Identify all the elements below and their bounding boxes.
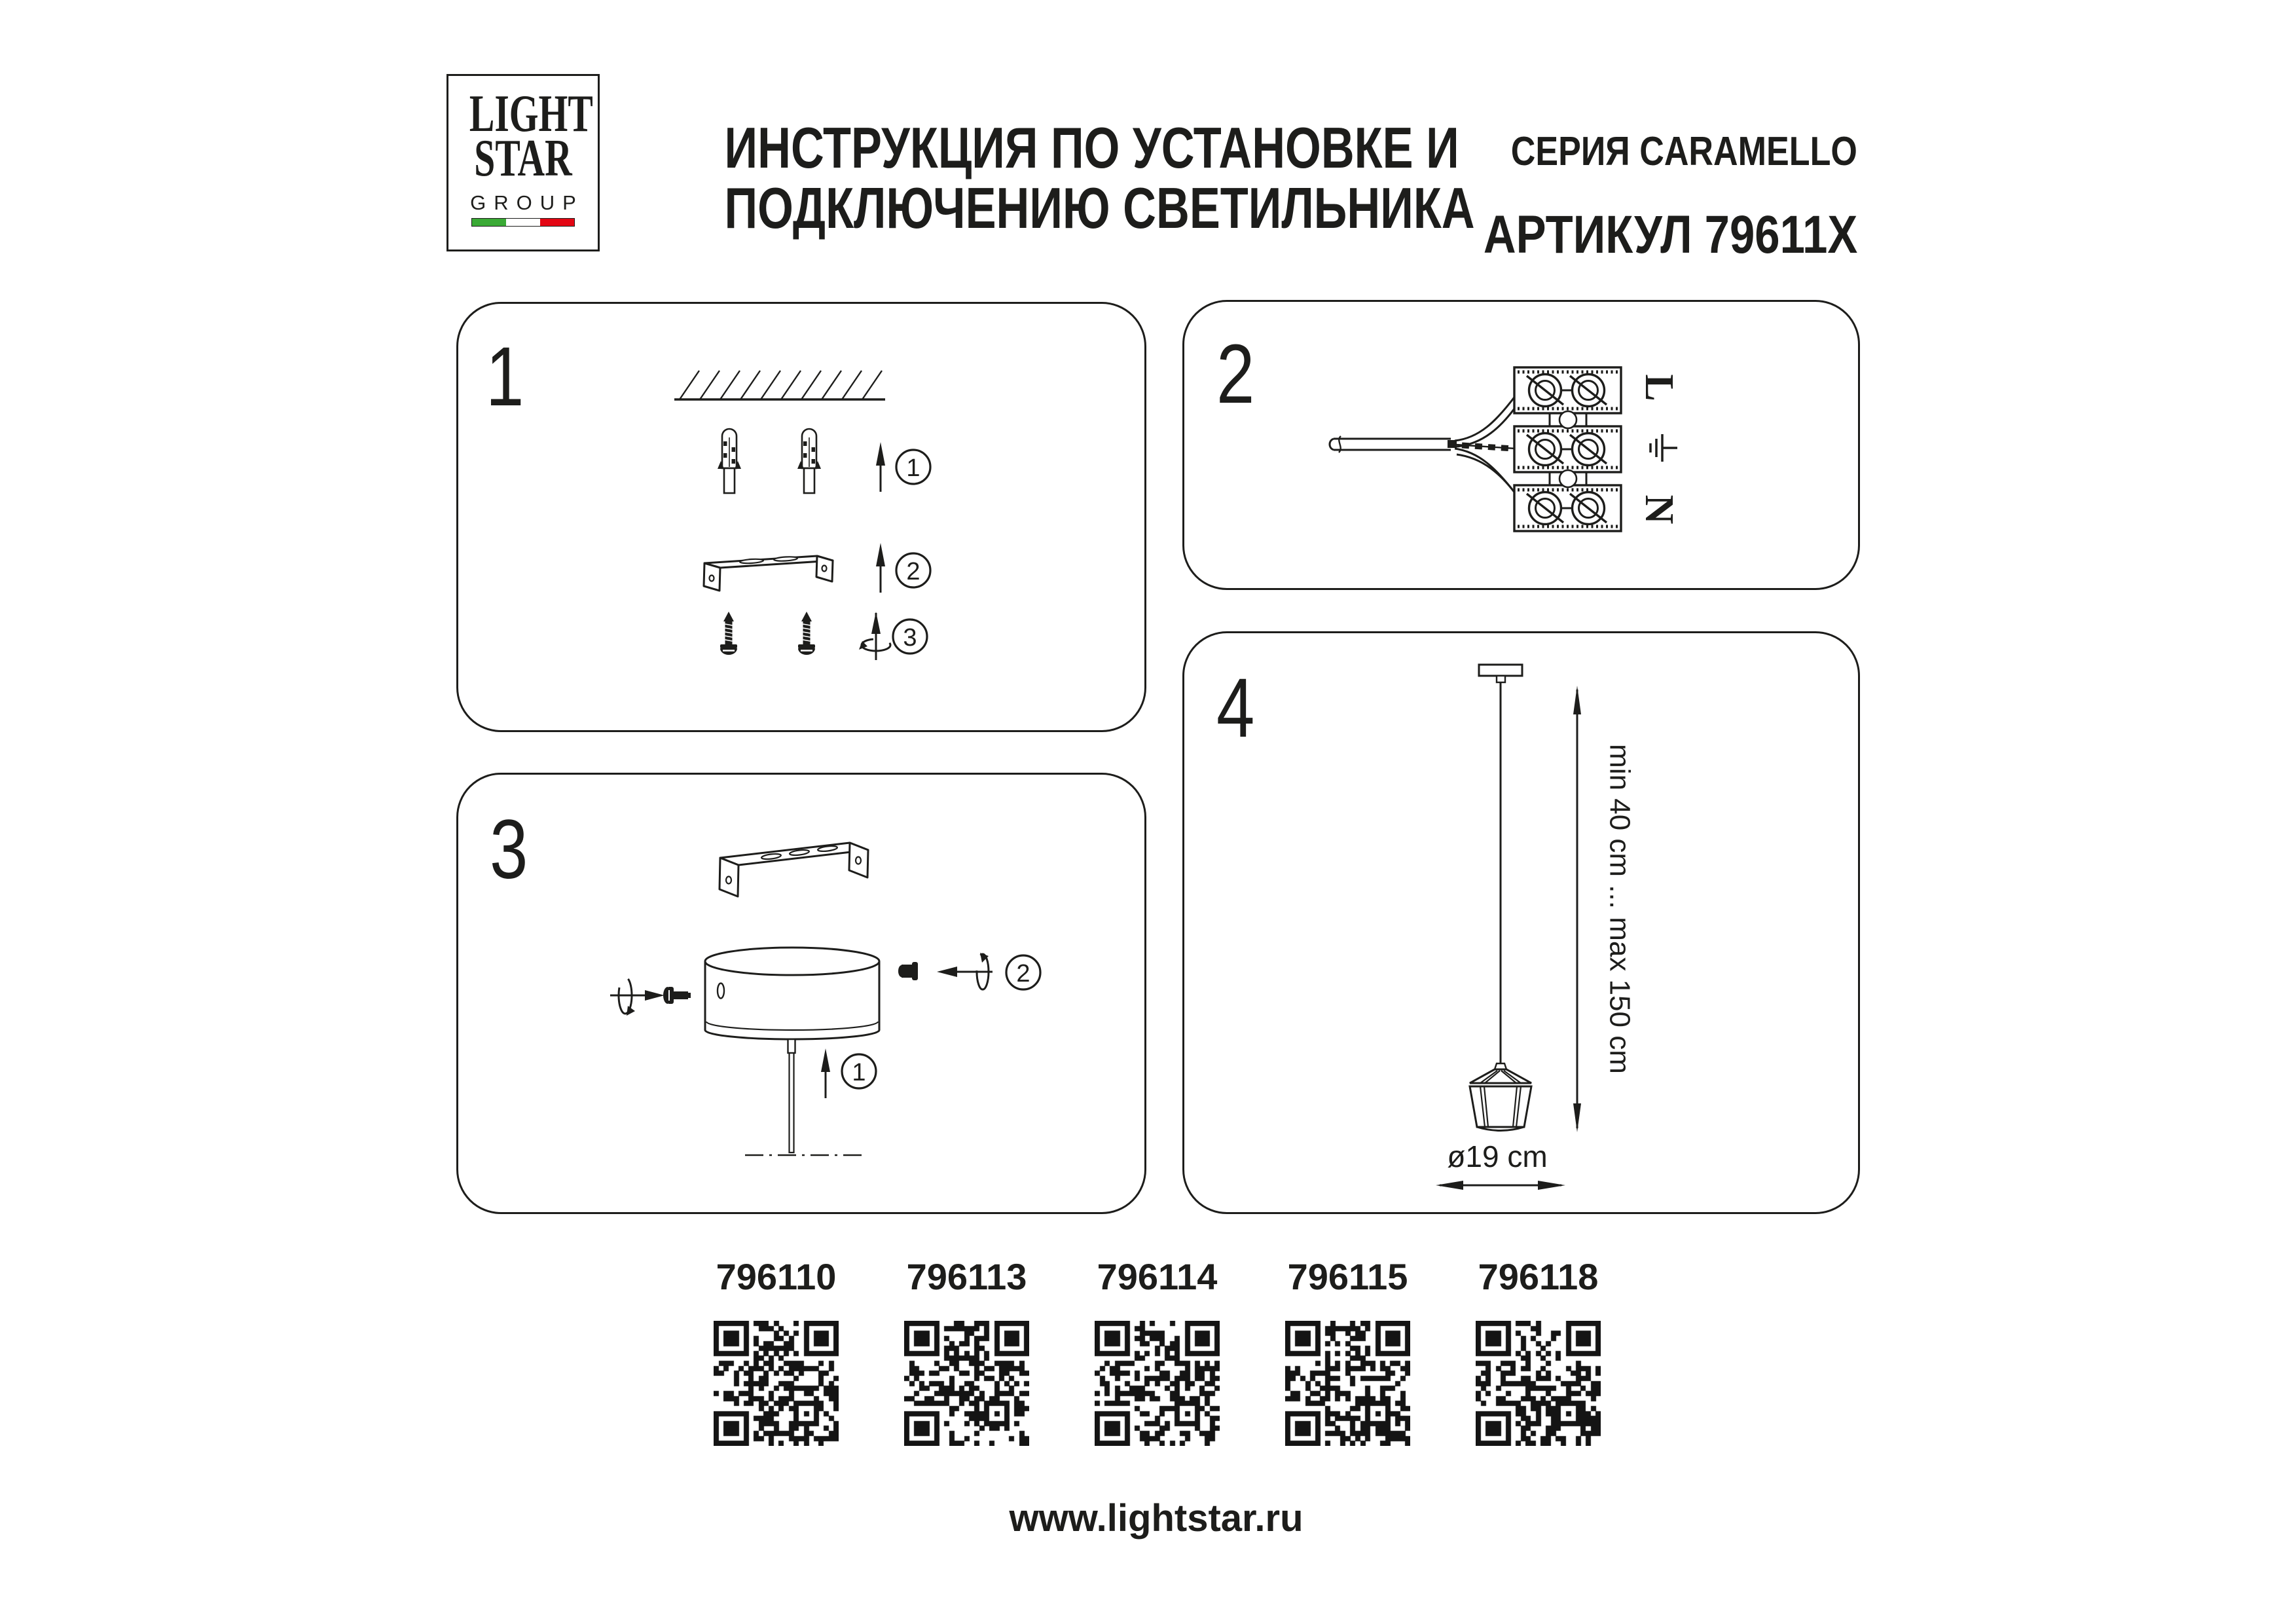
pendant-lamp-icon xyxy=(1470,665,1531,1131)
page-title xyxy=(724,115,1475,241)
article-code: 796115 xyxy=(1287,1256,1408,1297)
arrow-up-icon xyxy=(821,1048,830,1098)
step1-panel xyxy=(456,302,1146,732)
ceiling-hatch-icon xyxy=(674,371,885,399)
step4-panel xyxy=(1182,631,1860,1214)
qr-code xyxy=(1476,1321,1601,1446)
flag-white xyxy=(506,219,540,226)
step-badge-1 xyxy=(896,450,930,484)
step-badge-2 xyxy=(1006,955,1040,989)
logo-word-light: LIGHT xyxy=(469,85,593,143)
step3-number: 3 xyxy=(490,803,528,896)
step4-number: 4 xyxy=(1216,661,1255,755)
terminal-block-icon xyxy=(1514,367,1621,531)
wall-plug-icon xyxy=(718,429,741,493)
logo-word-group: GROUP xyxy=(470,191,584,214)
step2-diagram xyxy=(1184,302,1858,588)
qr-code xyxy=(1285,1321,1410,1446)
article-code: 796113 xyxy=(906,1256,1027,1297)
qr-code xyxy=(904,1321,1029,1446)
lightstar-logo xyxy=(446,74,600,251)
step3-diagram xyxy=(458,775,1144,1212)
qr-code xyxy=(1095,1321,1220,1446)
screw-icon xyxy=(798,612,815,655)
article-code: 796110 xyxy=(716,1256,837,1297)
earth-ground-icon xyxy=(1650,434,1677,462)
flag-green xyxy=(472,219,506,226)
step-badge-2 xyxy=(896,553,930,587)
screw-icon xyxy=(720,612,737,655)
screw-rotation-arrow-icon xyxy=(859,612,890,660)
step-badge-3 xyxy=(893,619,927,654)
side-screw-icon xyxy=(898,962,918,980)
step4-diagram xyxy=(1184,633,1858,1212)
step3-panel xyxy=(456,773,1146,1214)
article-codes-row xyxy=(681,1256,1633,1297)
step1-diagram xyxy=(458,304,1144,730)
article-code: 796114 xyxy=(1097,1256,1218,1297)
flag-red xyxy=(540,219,574,226)
wall-plug-icon xyxy=(797,429,821,493)
arrow-up-icon xyxy=(876,442,885,492)
svg-text:2: 2 xyxy=(906,558,920,585)
diameter-dimension-arrow xyxy=(1436,1181,1565,1190)
qr-code xyxy=(714,1321,839,1446)
svg-text:2: 2 xyxy=(1016,960,1030,987)
side-screw-icon xyxy=(663,987,691,1004)
diameter-label: ø19 cm xyxy=(1447,1139,1548,1173)
svg-text:1: 1 xyxy=(852,1059,866,1086)
step2-number: 2 xyxy=(1216,327,1255,421)
line-terminal-label: L xyxy=(1637,374,1681,401)
neutral-terminal-label: N xyxy=(1637,494,1681,525)
arrow-up-icon xyxy=(876,543,885,593)
page-title-line2: ПОДКЛЮЧЕНИЮ СВЕТИЛЬНИКА xyxy=(724,175,1475,241)
page-title-line1: ИНСТРУКЦИЯ ПО УСТАНОВКЕ И xyxy=(724,115,1459,180)
suspension-range-label: min 40 cm ... max 150 cm xyxy=(1603,744,1636,1074)
mounting-bracket-icon xyxy=(704,556,833,591)
rotation-arrow-icon xyxy=(610,977,665,1016)
rotation-arrow-icon xyxy=(937,953,993,989)
step2-panel xyxy=(1182,300,1860,590)
step-badge-1 xyxy=(842,1054,876,1088)
website-url: www.lightstar.ru xyxy=(1009,1497,1303,1540)
height-dimension-arrow xyxy=(1573,686,1581,1132)
article-label: АРТИКУЛ 79611X xyxy=(1483,205,1857,265)
series-label: СЕРИЯ CARAMELLO xyxy=(1510,129,1857,174)
mounting-bracket-icon xyxy=(720,843,868,896)
svg-text:3: 3 xyxy=(903,624,917,652)
logo-word-star: STAR xyxy=(474,130,572,187)
article-code: 796118 xyxy=(1478,1256,1599,1297)
italian-flag-icon xyxy=(471,218,575,227)
canopy-icon xyxy=(705,948,879,1155)
step1-number: 1 xyxy=(486,330,524,424)
power-cable-icon xyxy=(1330,396,1520,499)
svg-text:1: 1 xyxy=(906,454,920,482)
